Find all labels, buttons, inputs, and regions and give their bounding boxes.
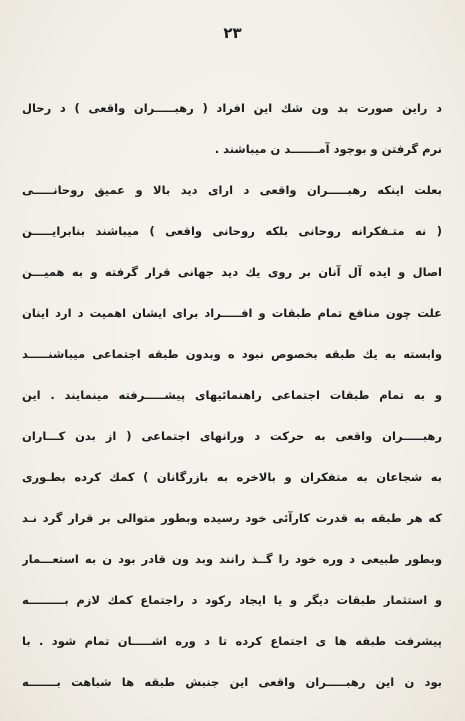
page-number: ۲۳	[223, 24, 242, 42]
text-line: و استثمار طبقات دیگر و یا ایجاد رکود د راجتماع کمك لازم بـــــــــه	[22, 593, 442, 607]
text-line: وابسته به یك طبقه بخصوص نبود ه وبدون طبقه اجتماعی میباشنـــــد	[22, 347, 442, 361]
text-line: ( نه متـفکرانه روحانی بلکه روحانی واقعی ) میباشند بنابرایـــــن	[22, 224, 442, 238]
text-line: رهبـــــران واقعی به حرکت د ورانهای اجتماعی ( از بدن کـــاران	[22, 429, 442, 443]
text-line: اصال و ایده آل آنان بر روی یك دید جهانی قرار گرفته و به همیـــن	[22, 265, 442, 279]
text-line: نرم گرفتن و بوجود آمـــــــد ن میباشند .	[214, 142, 442, 156]
text-line: به شجاعان به متفکران و بالاخره به بازرگانان ) کمك کرده بطـوری	[22, 470, 442, 484]
text-line: که هر طبقه به قدرت کارآئی خود رسیده وبطور متوالی بر قرار گرد نـد	[22, 511, 442, 525]
text-line: پیشرفت طبقه ها ی اجتماع کرده تا د وره اشـــــان تمام شود . با	[22, 634, 442, 648]
text-line: بود ن این رهبـــــران واقعی این جنبش طبقه ها شباهت بـــــــه	[22, 675, 442, 689]
text-line: وبطور طبیعی د وره خود را گــذ رانند وبد ون قادر بود ن به استعـــمار	[22, 552, 442, 566]
text-line: علت چون منافع تمام طبقات و افـــــراد برای ایشان اهمیت د ارد اینان	[22, 306, 442, 320]
text-line: و به تمام طبقات اجتماعی راهنمائیهای پیشـــــرفته مینمایند . این	[22, 388, 442, 402]
body-text	[22, 96, 442, 711]
text-line: بعلت اینکه رهبـــــران واقعی د ارای دید بالا و عمیق روحانـــــی	[22, 183, 442, 197]
text-line: د راین صورت بد ون شك این افراد ( رهبـــــران واقعی ) د رحال	[22, 101, 442, 115]
